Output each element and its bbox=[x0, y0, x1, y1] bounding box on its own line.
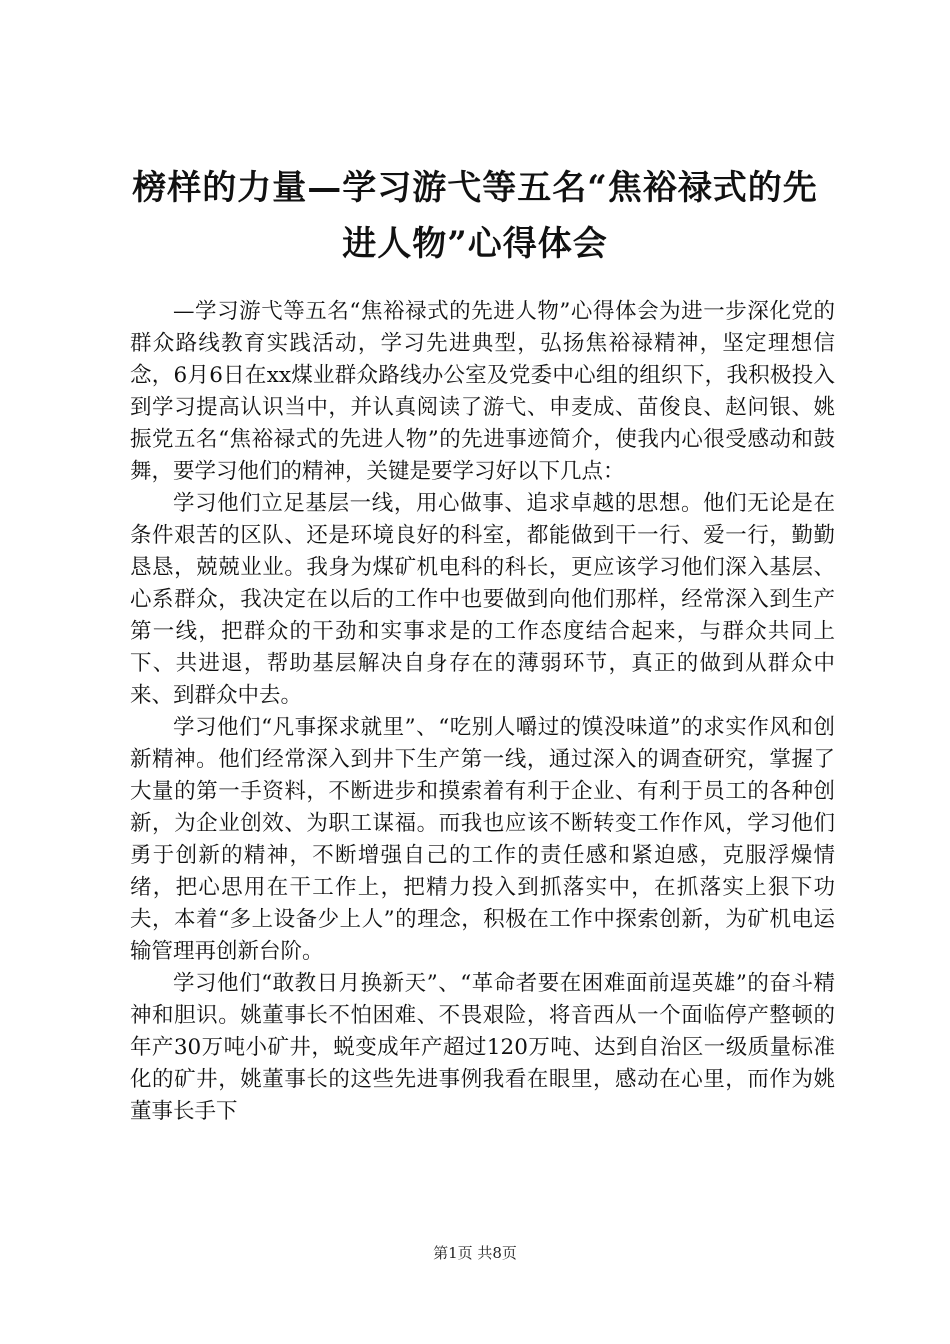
document-body bbox=[130, 296, 835, 1128]
paragraph-point-1: 学习他们立足基层一线，用心做事、追求卓越的思想。他们无论是在条件艰苦的区队、还是环境良好的科室，都能做到干一行、爱一行，勤勤恳恳，兢兢业业。我身为煤矿机电科的科长，更应该学习他们深入基层、心系群众，我决定在以后的工作中也要做到向他们那样，经常深入到生产第一线，把群众的干劲和实事求是的工作态度结合起来，与群众共同上下、共进退，帮助基层解决自身存在的薄弱环节，真正的做到从群众中来、到群众中去。 bbox=[130, 491, 835, 708]
paragraph-point-3: 学习他们“敢教日月换新天”、“革命者要在困难面前逞英雄”的奋斗精神和胆识。姚董事长不怕困难、不畏艰险，将音西从一个面临停产整顿的年产30万吨小矿井，蜕变成年产超过120万吨、达到自治区一级质量标准化的矿井，姚董事长的这些先进事例我看在眼里，感动在心里，而作为姚董事长手下 bbox=[130, 971, 835, 1124]
document-title: 榜样的力量—学习游弋等五名“焦裕禄式的先进人物”心得体会 bbox=[132, 168, 818, 264]
page-number-footer: 第1页 共8页 bbox=[433, 1244, 517, 1262]
paragraph-point-2: 学习他们“凡事探求就里”、“吃别人嚼过的馍没味道”的求实作风和创新精神。他们经常深入到井下生产第一线，通过深入的调查研究，掌握了大量的第一手资料，不断进步和摸索着有利于企业、有利于员工的各种创新，为企业创效、为职工谋福。而我也应该不断转变工作作风，学习他们勇于创新的精神，不断增强自己的工作的责任感和紧迫感，克服浮燥情绪，把心思用在干工作上，把精力投入到抓落实中，在抓落实上狠下功夫，本着“多上设备少上人”的理念，积极在工作中探索创新，为矿机电运输管理再创新台阶。 bbox=[130, 715, 835, 964]
paragraph-intro: —学习游弋等五名“焦裕禄式的先进人物”心得体会为进一步深化党的群众路线教育实践活动，学习先进典型，弘扬焦裕禄精神，坚定理想信念，6月6日在xx煤业群众路线办公室及党委中心组的组织下，我积极投入到学习提高认识当中，并认真阅读了游弋、申麦成、苗俊良、赵问银、姚振党五名“焦裕禄式的先进人物”的先进事迹简介，使我内心很受感动和鼓舞，要学习他们的精神，关键是要学习好以下几点： bbox=[130, 299, 835, 484]
